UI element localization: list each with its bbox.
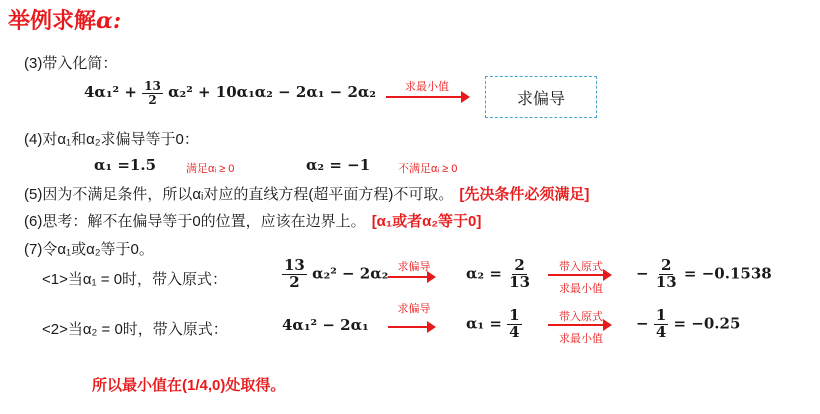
step3-box-text: 求偏导 [516,90,565,108]
case1-mid-arrow [548,274,610,276]
case2-result [466,308,522,341]
case2-mid-arrow [548,324,610,326]
step4-alpha1-note: 满足αᵢ ≥ 0 [186,163,235,175]
case2-final [636,308,740,341]
step3-arrow-label: 求最小值 [405,81,449,93]
step3-frac-num: 13 [144,79,161,93]
case1-final-num: 2 [661,256,672,274]
step3-frac-den: 2 [148,92,157,107]
case2-arrow [388,326,434,328]
step5-body: (5)因为不满足条件，所以αᵢ对应的直线方程(超平面方程)不可取。 [24,186,454,203]
case2-result-fraction [507,308,521,341]
case1-expr-rest: α₂² − 2α₂ [312,264,389,283]
case2-final-value: = −0.25 [673,314,741,333]
step4-label: (4)对α₁和α₂求偏导等于0： [24,131,199,148]
case2-final-num: 1 [655,306,667,324]
step7-label: (7)令α₁或α₂等于0。 [24,241,154,258]
case1-result-fraction [507,258,532,291]
step6-body: (6)思考：解不在偏导等于0的位置，应该在边界上。 [24,213,366,230]
step3-expr-start: 4α₁² + [84,83,143,102]
case2-arrow-label: 求偏导 [397,303,431,315]
case2-result-num: 1 [509,306,520,324]
case2-mid-bottom: 求最小值 [559,333,603,345]
step4-alpha2-note: 不满足αᵢ ≥ 0 [398,163,458,175]
step6-text [24,210,481,231]
step5-note: [先决条件必须满足] [459,186,590,203]
case1-arrow [388,276,434,278]
case1-result-den: 13 [509,272,531,291]
case2-mid-top: 带入原式 [559,311,603,323]
case1-result-num: 2 [514,256,525,274]
case2-label: <2>当α₂ = 0时，带入原式： [42,321,228,338]
case1-mid-top: 带入原式 [559,261,603,273]
step5-text [24,183,589,204]
page-title [8,4,121,35]
case1-label: <1>当α₁ = 0时，带入原式： [42,271,228,288]
step3-arrow [386,96,468,98]
case2-final-sign: − [636,314,649,333]
case1-final [636,258,772,291]
step4-alpha1: α₁ =1.5 [94,156,156,174]
case1-expression [282,258,388,291]
case1-arrow-label: 求偏导 [397,261,431,273]
case1-frac-den: 2 [289,272,300,291]
title-variable: α: [96,8,122,34]
step3-expression [84,80,376,106]
case2-final-den: 4 [655,322,667,341]
step3-fraction [142,80,163,106]
case2-final-fraction [654,308,668,341]
step3-label: (3)带入化简： [24,55,118,72]
case1-fraction [282,258,307,291]
case2-expression: 4α₁² − 2α₁ [282,316,369,334]
step6-note: [α₁或者α₂等于0] [371,213,482,230]
title-prefix: 举例求解 [8,8,97,33]
case1-final-sign: − [636,264,649,283]
case2-result-lhs: α₁ = [466,314,502,333]
case2-result-den: 4 [509,322,520,341]
case1-result-lhs: α₂ = [466,264,502,283]
step3-expr-rest: α₂² + 10α₁α₂ − 2α₁ − 2α₂ [168,83,376,102]
conclusion: 所以最小值在(1/4,0)处取得。 [92,377,286,394]
case1-final-den: 13 [655,272,677,291]
case1-frac-num: 13 [284,256,305,274]
case1-result [466,258,532,291]
case1-final-fraction [654,258,679,291]
case1-mid-bottom: 求最小值 [559,283,603,295]
step3-derivative-box [485,76,597,118]
case1-final-value: = −0.1538 [683,264,772,283]
step4-alpha2: α₂ = −1 [306,156,371,174]
